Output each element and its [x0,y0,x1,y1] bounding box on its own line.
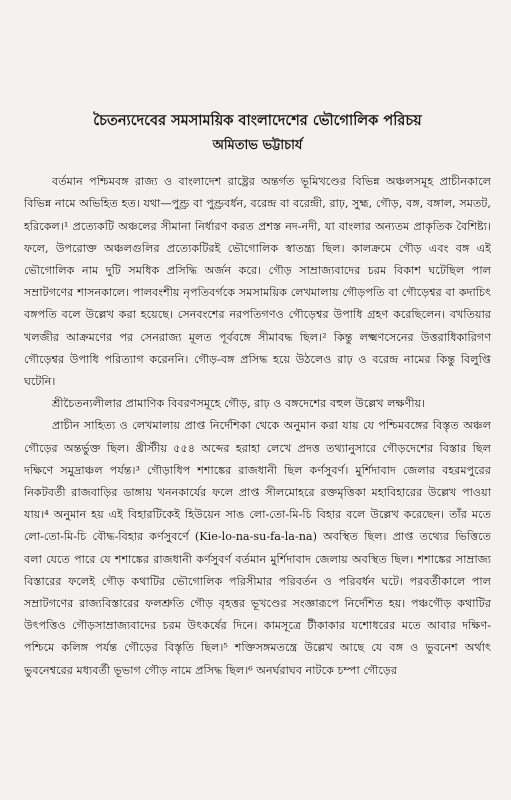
body-paragraph-3: প্রাচীন সাহিত্য ও লেখমালায় প্রাপ্ত নির্দেশিকা থেকে অনুমান করা যায় যে পশ্চিমবঙ্গের বিস্তৃত অঞ্চল গৌড়ের অন্তর্ভুক্ত ছিল। খ্রীস্টীয় ৫৫৪ অব্দের হরাহা লেখে প্রদত্ত তথ্যানুসারে গৌড়দেশের বিস্তার ছিল দক্ষিণে সমুদ্রাঞ্চল পর্যন্ত।³ গৌড়াধিপ শশাঙ্কের রাজধানী ছিল কর্ণসুবর্ণ। মুর্শিদাবাদ জেলার বহরমপুরের নিকটবর্তী রাজবাড়ির ডাঙ্গায় খননকার্যের ফলে প্রাপ্ত সীলমোহরে রক্তমৃত্তিকা মহাবিহারের উল্লেখ পাওয়া যায়।⁴ অনুমান হয় এই বিহারটিকেই হিউয়েন সাঙ লো-তো-মি-চি বিহার বলে উল্লেখ করেছেন। তাঁর মতে লো-তো-মি-চি বৌদ্ধ-বিহার কর্ণসুবর্ণে (Kie-lo-na-su-fa-la-na) অবস্থিত ছিল। প্রাপ্ত তথ্যের ভিত্তিতে বলা যেতে পারে যে শশাঙ্কের রাজধানী কর্ণসুবর্ণ বর্তমান মুর্শিদাবাদ জেলায় অবস্থিত ছিল। শশাঙ্কের সাম্রাজ্য বিস্তারের ফলেই গৌড় কথাটির ভৌগোলিক পরিসীমার পরিবর্তন ও পরিবর্ধন ঘটে। পরবর্তীকালে পাল সম্রাটগণের রাজ্যবিস্তারের ফলশ্রুতি গৌড় বৃহত্তর ভূখণ্ডের সংজ্ঞারূপে নির্দেশিত হয়। পঞ্চগৌড় কথাটির উৎপত্তিও গৌড়সাম্রাজ্যবাদের চরম উৎকর্ষের দিনে। কামসূত্রে টীকাকার যশোধরের মতে আবার দক্ষিণ-পশ্চিমে কলিঙ্গ পর্যন্ত গৌড়ের বিস্তৃতি ছিল।⁵ শক্তিসঙ্গমতন্ত্রে উল্লেখ আছে যে বঙ্গ ও ভুবনেশ অর্থাৎ ভুবনেশ্বরের মধ্যবর্তী ভূভাগ গৌড় নামে প্রসিদ্ধ ছিল।⁶ অনর্ঘরাঘব নাটকে চম্পা গৌড়ের [24,419,491,677]
article-title: চৈতন্যদেবের সমসাময়িক বাংলাদেশের ভৌগোলিক পরিচয় [93,112,422,129]
body-paragraph-2: শ্রীচৈতন্যলীলার প্রামাণিক বিবরণসমূহে গৌড়, রাঢ় ও বঙ্গদেশের বহুল উল্লেখ লক্ষণীয়। [52,397,426,411]
article-author: অমিতাভ ভট্টাচার্য [212,138,303,154]
body-paragraph-1: বর্তমান পশ্চিমবঙ্গ রাজ্য ও বাংলাদেশ রাষ্ট্রের অন্তর্গত ভূমিখণ্ডের বিভিন্ন অঞ্চলসমূহ প্রাচীনকালে বিভিন্ন নামে অভিহিত হত। যথা—পুণ্ড্র বা পুণ্ড্রবর্ধন, বরেন্দ্র বা বরেন্দ্রী, রাঢ়, সুহ্ম, গৌড়, বঙ্গ, বঙ্গাল, সমতট, হরিকেল।¹ প্রত্যেকটি অঞ্চলের সীমানা নির্ধারণ করত প্রশস্ত নদ-নদী, যা বাংলার অন্যতম প্রাকৃতিক বৈশিষ্ট্য। ফলে, উপরোক্ত অঞ্চলগুলির প্রত্যেকটিরই ভৌগোলিক স্বাতন্ত্র্য ছিল। কালক্রমে গৌড় এবং বঙ্গ এই ভৌগোলিক নাম দুটি সমধিক প্রসিদ্ধি অর্জন করে। গৌড় সাম্রাজ্যবাদের চরম বিকাশ ঘটেছিল পাল সম্রাটগণের শাসনকালে। পালবংশীয় নৃপতিবর্গকে সমসাময়িক লেখমালায় গৌড়পতি বা গৌড়েশ্বর বা কদাচিৎ বঙ্গপতি বলে উল্লেখ করা হয়েছে। সেনবংশের নরপতিগণও গৌড়েশ্বর উপাধি গ্রহণ করেছিলেন। বখতিয়ার খলজীর আক্রমণের পর সেনরাজ্য মূলত পূর্ববঙ্গে সীমাবদ্ধ ছিল।² কিন্তু লক্ষ্মণসেনের উত্তরাধিকারিগণ গৌড়েশ্বর উপাধি পরিত্যাগ করেননি। গৌড়-বঙ্গ প্রসিদ্ধ হয়ে উঠলেও রাঢ় ও বরেন্দ্র নামের কিন্তু বিলুপ্তি ঘটেনি। [24,175,491,388]
